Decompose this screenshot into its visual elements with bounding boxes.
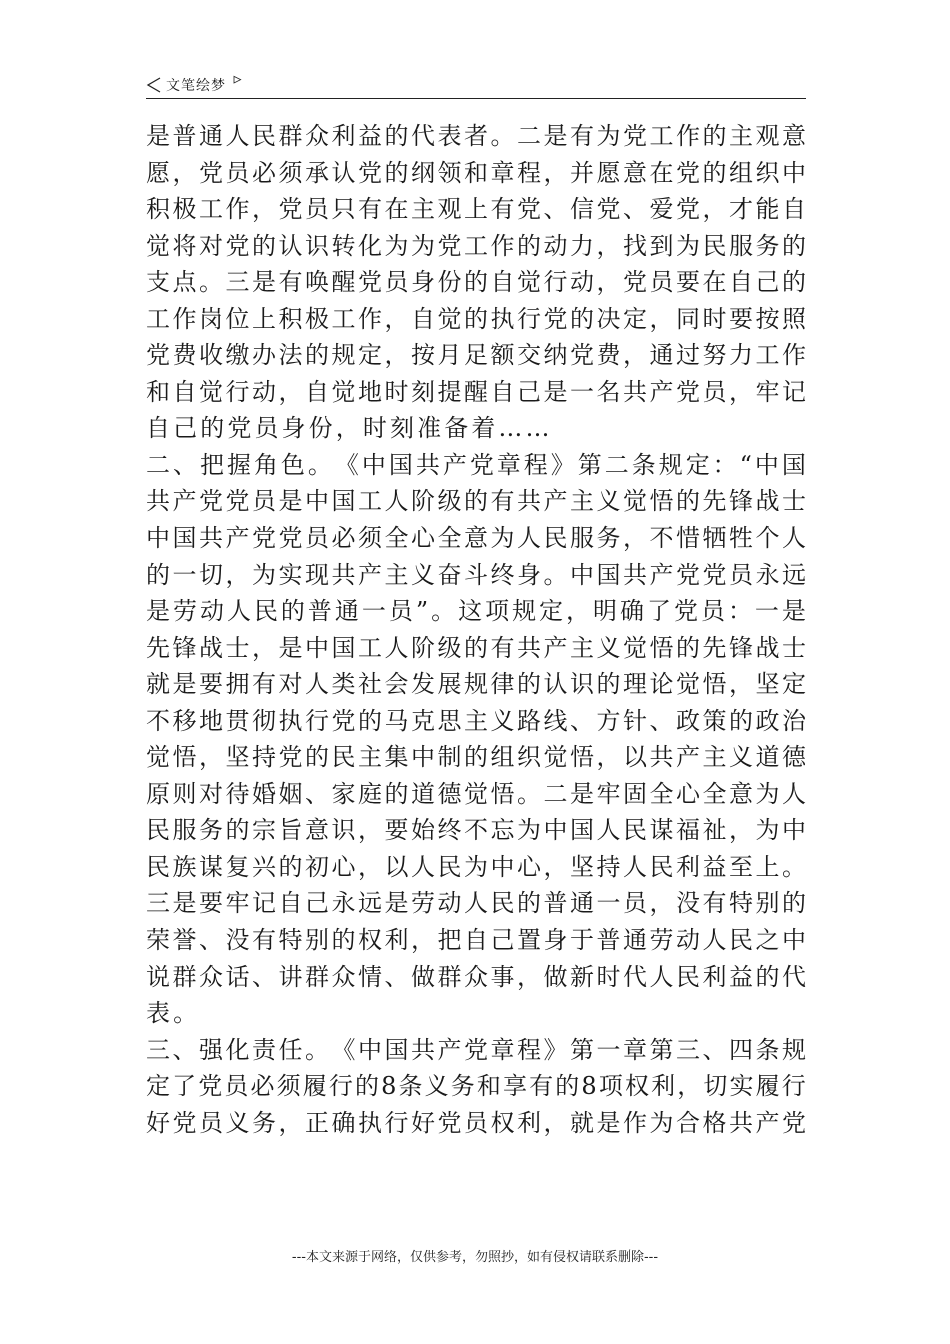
text-line: 三 、 强 化 责 任 。 《 中 国 共 产 党 章 程 》 第 一 章 第 三 、 四 条 规 [146,1035,806,1064]
text-line: 好 党 员 义 务 ， 正 确 执 行 好 党 员 权 利 ， 就 是 作 为 合 格 共 产 党 [146,1108,806,1137]
document-body [146,118,806,1141]
header-title: 文笔绘梦 [166,78,226,94]
page-header [146,72,806,98]
text-line: 和 自 觉 行 动 ， 自 觉 地 时 刻 提 醒 自 己 是 一 名 共 产 党 员 ， 牢 记 [146,377,806,406]
text-line: 民 服 务 的 宗 旨 意 识 ， 要 始 终 不 忘 为 中 国 人 民 谋 福 祉 ， 为 中 [146,816,806,845]
text-line: 的 一 切 ， 为 实 现 共 产 主 义 奋 斗 终 身 。 中 国 共 产 党 党 员 永 远 [146,560,806,589]
text-line: 是 普 通 人 民 群 众 利 益 的 代 表 者 。 二 是 有 为 党 工 作 的 主 观 意 [146,122,806,150]
text-line: 二 、 把 握 角 色 。 《 中 国 共 产 党 章 程 》 第 二 条 规 定 ： “ 中 国 [146,450,806,479]
text-line: 觉 悟 ， 坚 持 党 的 民 主 集 中 制 的 组 织 觉 悟 ， 以 共 产 主 义 道 德 [146,743,806,772]
text-line: 定 了 党 员 必 须 履 行 的 8 条 义 务 和 享 有 的 8 项 权 利 ， 切 实 履 行 [146,1072,806,1101]
text-line: 就 是 要 拥 有 对 人 类 社 会 发 展 规 律 的 认 识 的 理 论 觉 悟 ， 坚 定 [146,670,806,699]
text-line: 共 产 党 党 员 是 中 国 工 人 阶 级 的 有 共 产 主 义 觉 悟 的 先 锋 战 士 [146,487,806,516]
footer-disclaimer: ---本文来源于网络，仅供参考，勿照抄，如有侵权请联系删除--- [291,1250,659,1265]
header-divider [146,98,806,99]
text-line: 说 群 众 话 、 讲 群 众 情 、 做 群 众 事 ， 做 新 时 代 人 民 利 益 的 代 [146,962,806,991]
text-line: 三 是 要 牢 记 自 己 永 远 是 劳 动 人 民 的 普 通 一 员 ， 没 有 特 别 的 [146,889,806,918]
text-line: 党 费 收 缴 办 法 的 规 定 ， 按 月 足 额 交 纳 党 费 ， 通 过 努 力 工 作 [146,341,806,370]
text-line: 中 国 共 产 党 党 员 必 须 全 心 全 意 为 人 民 服 务 ， 不 惜 牺 牲 个 人 [146,524,806,553]
triangle-left-icon [146,76,162,94]
text-line: 民 族 谋 复 兴 的 初 心 ， 以 人 民 为 中 心 ， 坚 持 人 民 利 益 至 上 。 [146,852,806,881]
text-line: 原 则 对 待 婚 姻 、 家 庭 的 道 德 觉 悟 。 二 是 牢 固 全 心 全 意 为 人 [146,779,806,808]
text-line: 支 点 。 三 是 有 唤 醒 党 员 身 份 的 自 觉 行 动 ， 党 员 要 在 自 己 的 [146,268,806,297]
text-line: 积 极 工 作 ， 党 员 只 有 在 主 观 上 有 党 、 信 党 、 爱 党 ， 才 能 自 [146,195,806,224]
text-line: 是 劳 动 人 民 的 普 通 一 员 ” 。 这 项 规 定 ， 明 确 了 党 员 ： 一 是 [146,597,806,626]
text-line: 工 作 岗 位 上 积 极 工 作 ， 自 觉 的 执 行 党 的 决 定 ， 同 时 要 按 照 [146,304,806,333]
triangle-right-icon [232,75,244,87]
text-line: 荣 誉 、 没 有 特 别 的 权 利 ， 把 自 己 置 身 于 普 通 劳 动 人 民 之 中 [146,926,806,955]
text-line: 先 锋 战 士 ， 是 中 国 工 人 阶 级 的 有 共 产 主 义 觉 悟 的 先 锋 战 士 [146,633,806,662]
text-line: 不 移 地 贯 彻 执 行 党 的 马 克 思 主 义 路 线 、 方 针 、 政 策 的 政 治 [146,706,806,735]
text-line: 愿 ， 党 员 必 须 承 认 党 的 纲 领 和 章 程 ， 并 愿 意 在 党 的 组 织 中 [146,158,806,187]
text-line: 表 。 [146,999,198,1028]
text-line: 自 己 的 党 员 身 份 ， 时 刻 准 备 着 … … [146,414,550,443]
text-line: 觉 将 对 党 的 认 识 转 化 为 为 党 工 作 的 动 力 ， 找 到 为 民 服 务 的 [146,231,806,260]
